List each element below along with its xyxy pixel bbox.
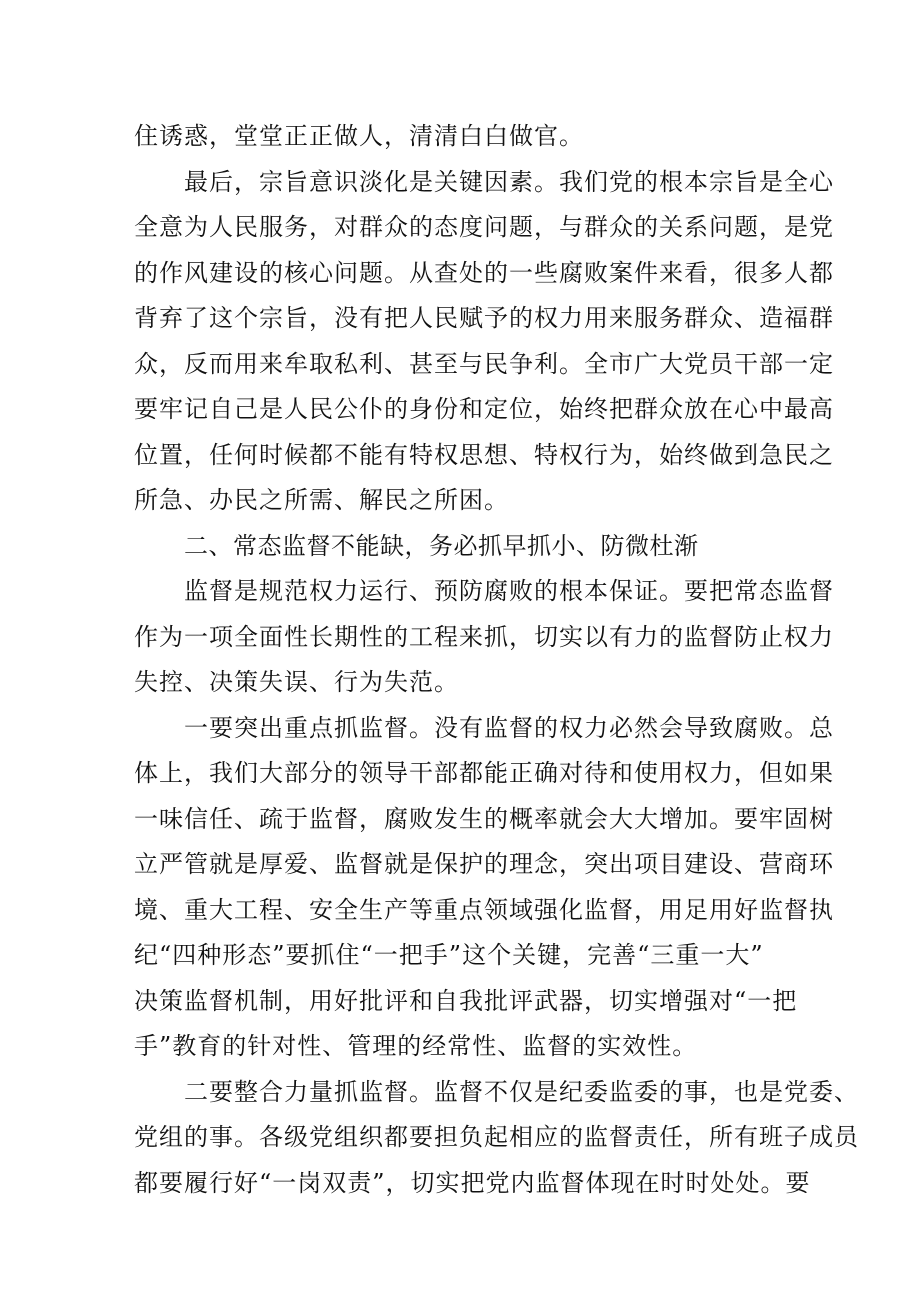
text-line: 手”教育的针对性、管理的经常性、监督的实效性。 [134, 1032, 698, 1060]
paragraph-continuation [134, 114, 794, 160]
text-line: 立严管就是厚爱、监督就是保护的理念，突出项目建设、营商环 [134, 850, 834, 878]
section-heading: 二、常态监督不能缺，务必抓早抓小、防微杜渐 [184, 531, 699, 560]
text-line: 住诱惑，堂堂正正做人，清清白白做官。 [134, 122, 584, 150]
text-line: 一要突出重点抓监督。没有监督的权力必然会导致腐败。总 [184, 713, 834, 742]
text-line: 都要履行好“一岗双责”，切实把党内监督体现在时时处处。要 [134, 1168, 811, 1197]
text-line: 党组的事。各级党组织都要担负起相应的监督责任，所有班子成员 [134, 1123, 859, 1151]
text-line: 纪“四种形态”要抓住“一把手”这个关键，完善“三重一大” [134, 941, 764, 969]
paragraph-integrated-supervision [134, 1070, 859, 1207]
paragraph-supervision-intro [134, 569, 834, 706]
text-line: 要牢记自己是人民公仆的身份和定位，始终把群众放在心中最高 [134, 395, 834, 423]
text-line: 众，反而用来牟取私利、甚至与民争利。全市广大党员干部一定 [134, 349, 834, 378]
text-line: 作为一项全面性长期性的工程来抓，切实以有力的监督防止权力 [134, 622, 834, 651]
text-line: 一味信任、疏于监督，腐败发生的概率就会大大增加。要牢固树 [134, 804, 834, 833]
text-line: 位置，任何时候都不能有特权思想、特权行为，始终做到急民之 [134, 440, 834, 469]
text-line: 全意为人民服务，对群众的态度问题，与群众的关系问题，是党 [134, 213, 834, 241]
text-line: 二要整合力量抓监督。监督不仅是纪委监委的事，也是党委、 [184, 1077, 859, 1106]
paragraph-purpose-awareness [134, 160, 834, 524]
text-line: 监督是规范权力运行、预防腐败的根本保证。要把常态监督 [184, 577, 834, 605]
text-line: 体上，我们大部分的领导干部都能正确对待和使用权力，但如果 [134, 759, 834, 787]
text-line: 背弃了这个宗旨，没有把人民赋予的权力用来服务群众、造福群 [134, 304, 834, 332]
text-line: 最后，宗旨意识淡化是关键因素。我们党的根本宗旨是全心 [184, 167, 834, 196]
paragraph-focus-supervision [134, 706, 834, 1070]
text-line: 所急、办民之所需、解民之所困。 [134, 486, 509, 514]
text-line: 境、重大工程、安全生产等重点领域强化监督，用足用好监督执 [134, 895, 834, 924]
text-line: 失控、决策失误、行为失范。 [134, 668, 459, 696]
document-body [134, 114, 859, 1206]
text-line: 的作风建设的核心问题。从查处的一些腐败案件来看，很多人都 [134, 258, 834, 287]
text-line: 决策监督机制，用好批评和自我批评武器，切实增强对“一把 [134, 986, 798, 1015]
